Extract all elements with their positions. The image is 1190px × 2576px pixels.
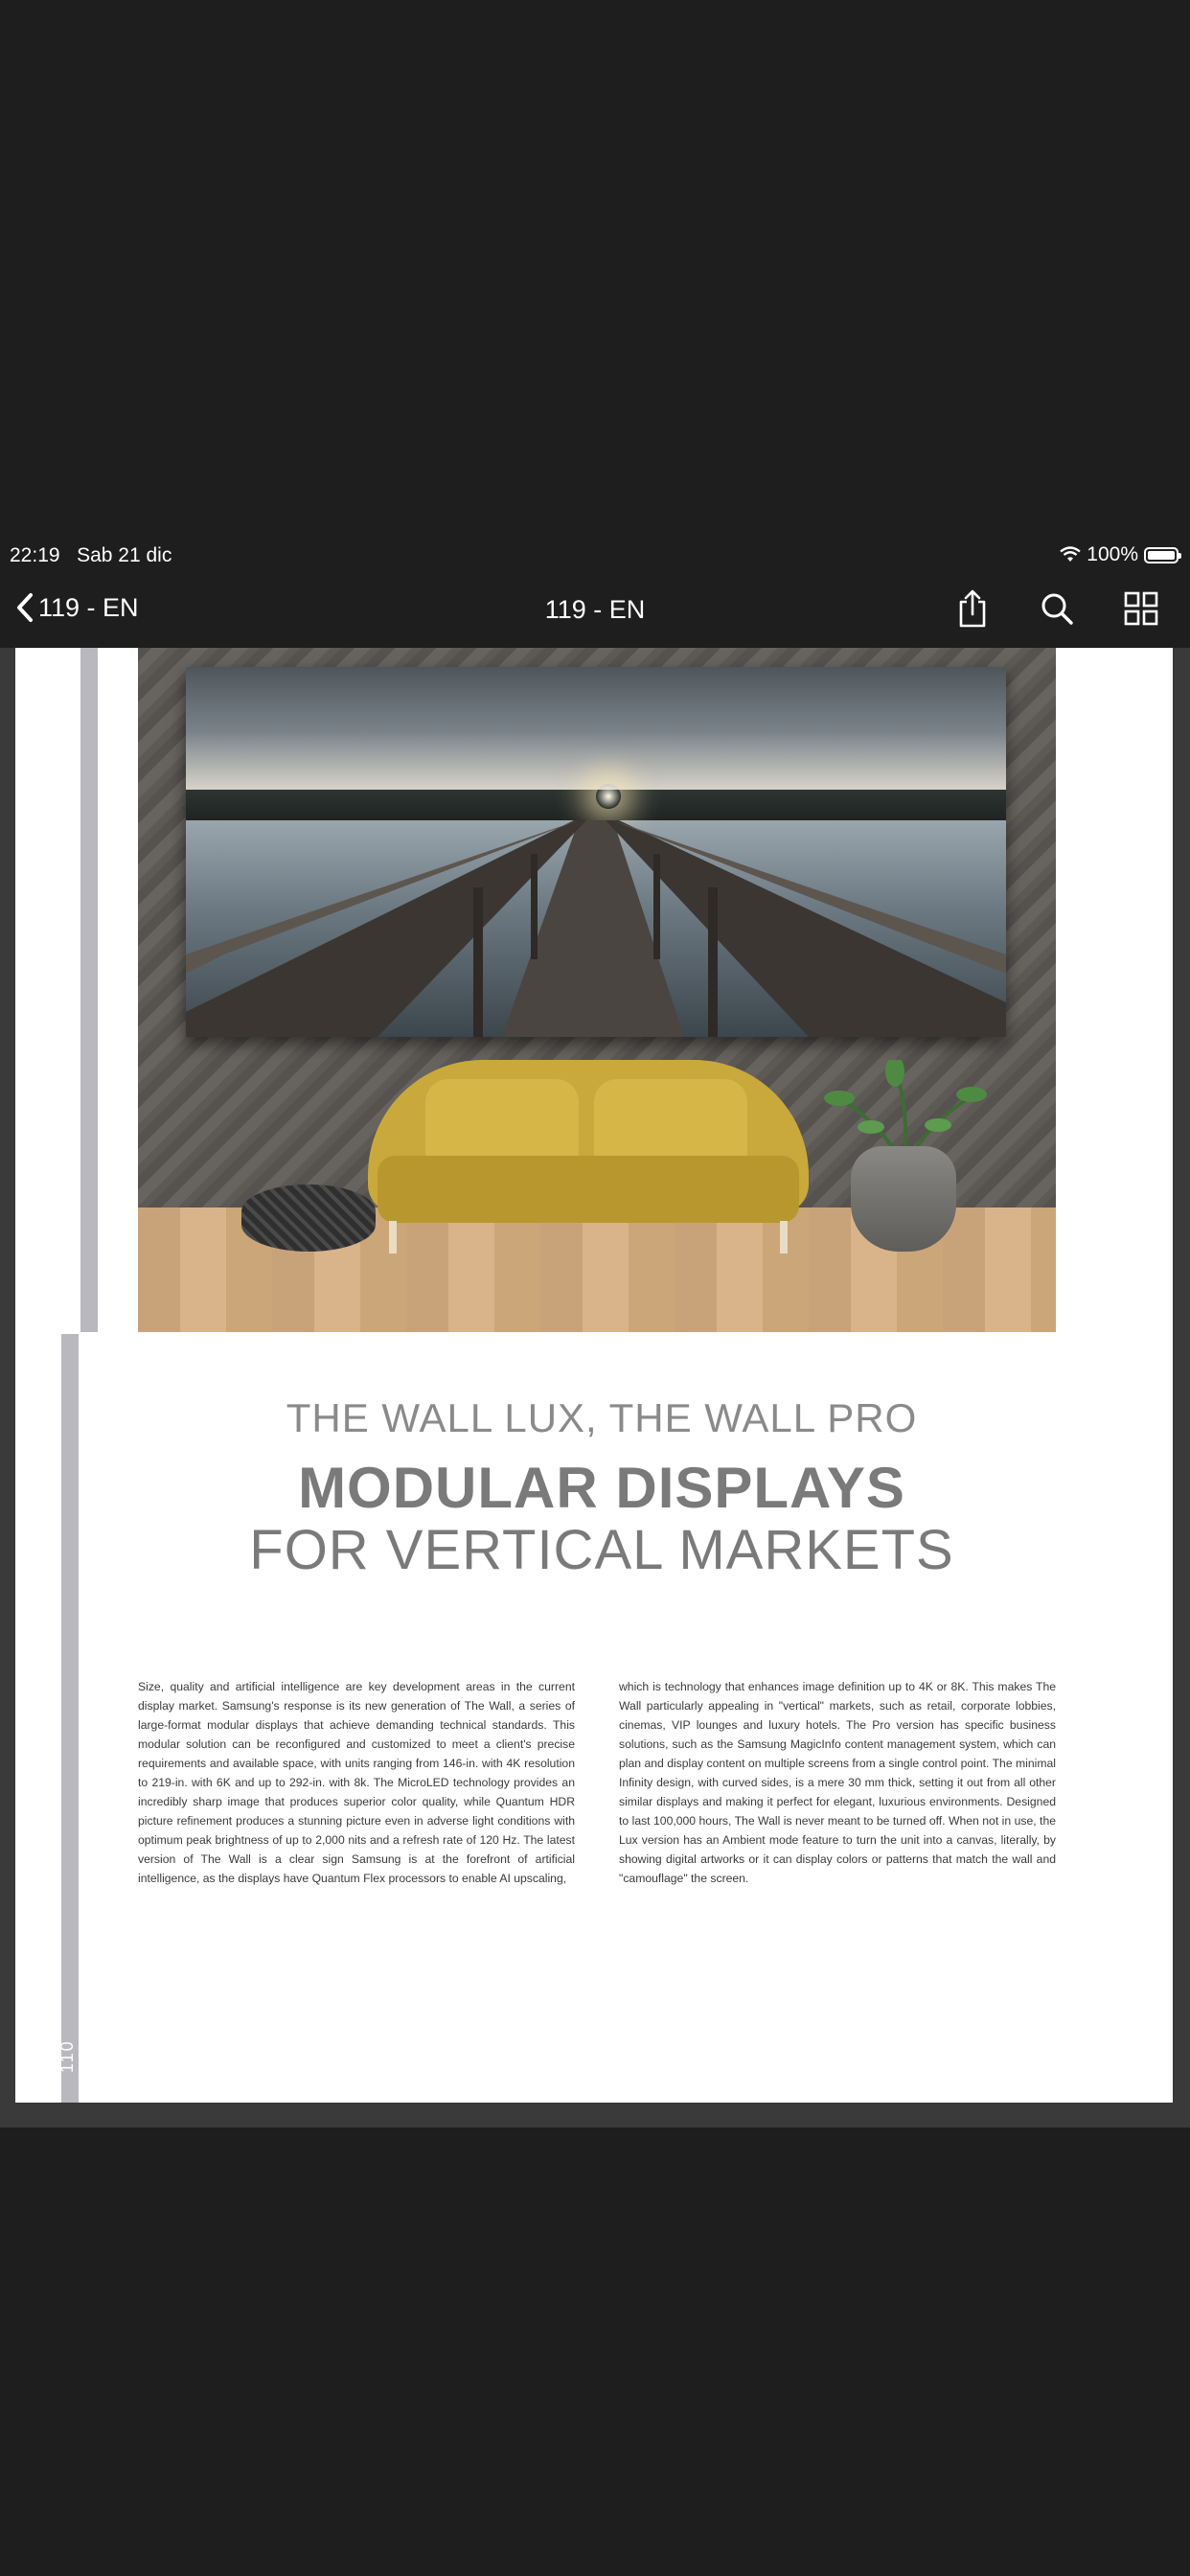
nav-actions	[952, 588, 1161, 629]
document-title: 119 - EN	[544, 595, 646, 624]
status-date: Sab 21 dic	[77, 544, 172, 566]
status-bar	[0, 539, 1190, 573]
thumbnails-button[interactable]	[1121, 588, 1161, 629]
status-time-date	[10, 544, 172, 567]
page-side-stripe	[80, 648, 98, 1332]
page-number: 110	[57, 2039, 77, 2074]
hero-photo	[138, 648, 1056, 1332]
share-icon	[956, 588, 989, 629]
wifi-icon	[1060, 546, 1081, 564]
battery-icon	[1144, 547, 1179, 564]
pier	[186, 667, 1006, 1037]
sofa-leg	[389, 1221, 397, 1254]
article-headline: MODULAR DISPLAYS	[298, 1456, 905, 1520]
article-body-left: Size, quality and artificial intelligence are key development areas in the current display market. Samsung's response is its new generation of The Wall, a series of large-format modular displays that achieve demanding technical standards. This modular solution can be reconfigured and customized to meet a client's precise requirements and available space, with units ranging from 146-in. with 4K resolution to 219-in. with 6K and up to 292-in. with 8k. The MicroLED technology provides an incredibly sharp image that produces superior color quality, while Quantum HDR picture refinement produces a stunning picture even in adverse light conditions with optimum peak brightness of up to 2,000 nits and a refresh rate of 120 Hz. The latest version of The Wall is a clear sign Samsung is at the forefront of artificial intelligence, as the displays have Quantum Flex processors to enable AI upscaling,	[138, 1680, 575, 1885]
back-label: 119 - EN	[38, 592, 139, 622]
status-right	[1060, 543, 1179, 566]
sofa-leg	[780, 1221, 788, 1254]
status-time: 22:19	[10, 544, 60, 566]
nav-bar	[0, 575, 1190, 644]
search-button[interactable]	[1037, 588, 1077, 629]
document-page	[15, 648, 1173, 2103]
wall-display-image	[186, 667, 1006, 1037]
article-body-right: which is technology that enhances image definition up to 4K or 8K. This makes The Wall particularly appealing in "vertical" markets, such as retail, corporate lobbies, cinemas, VIP lounges and luxury hotels. The Pro version has specific business solutions, such as the Samsung MagicInfo content management system, which can plan and display content on multiple screens from a single control point. The minimal Infinity design, with curved sides, is a mere 30 mm thick, setting it out from all other similar displays and making it perfect for elegant, luxurious environments. Designed to last 100,000 hours, The Wall is never meant to be turned off. When not in use, the Lux version has an Ambient mode feature to turn the unit into a canvas, literally, by showing digital artworks or it can display colors or patterns that match the wall and "camouflage" the screen.	[619, 1680, 1056, 1885]
grid-icon	[1124, 591, 1158, 626]
side-table	[241, 1184, 376, 1252]
page-side-stripe	[61, 1334, 79, 2103]
document-viewer[interactable]	[0, 648, 1190, 2128]
search-icon	[1040, 591, 1074, 626]
planter	[851, 1146, 956, 1252]
article-kicker: THE WALL LUX, THE WALL PRO	[286, 1395, 918, 1440]
share-button[interactable]	[952, 588, 993, 629]
sofa-seat	[378, 1156, 799, 1223]
article-subhead: FOR VERTICAL MARKETS	[249, 1519, 954, 1581]
battery-percent: 100%	[1087, 543, 1138, 565]
